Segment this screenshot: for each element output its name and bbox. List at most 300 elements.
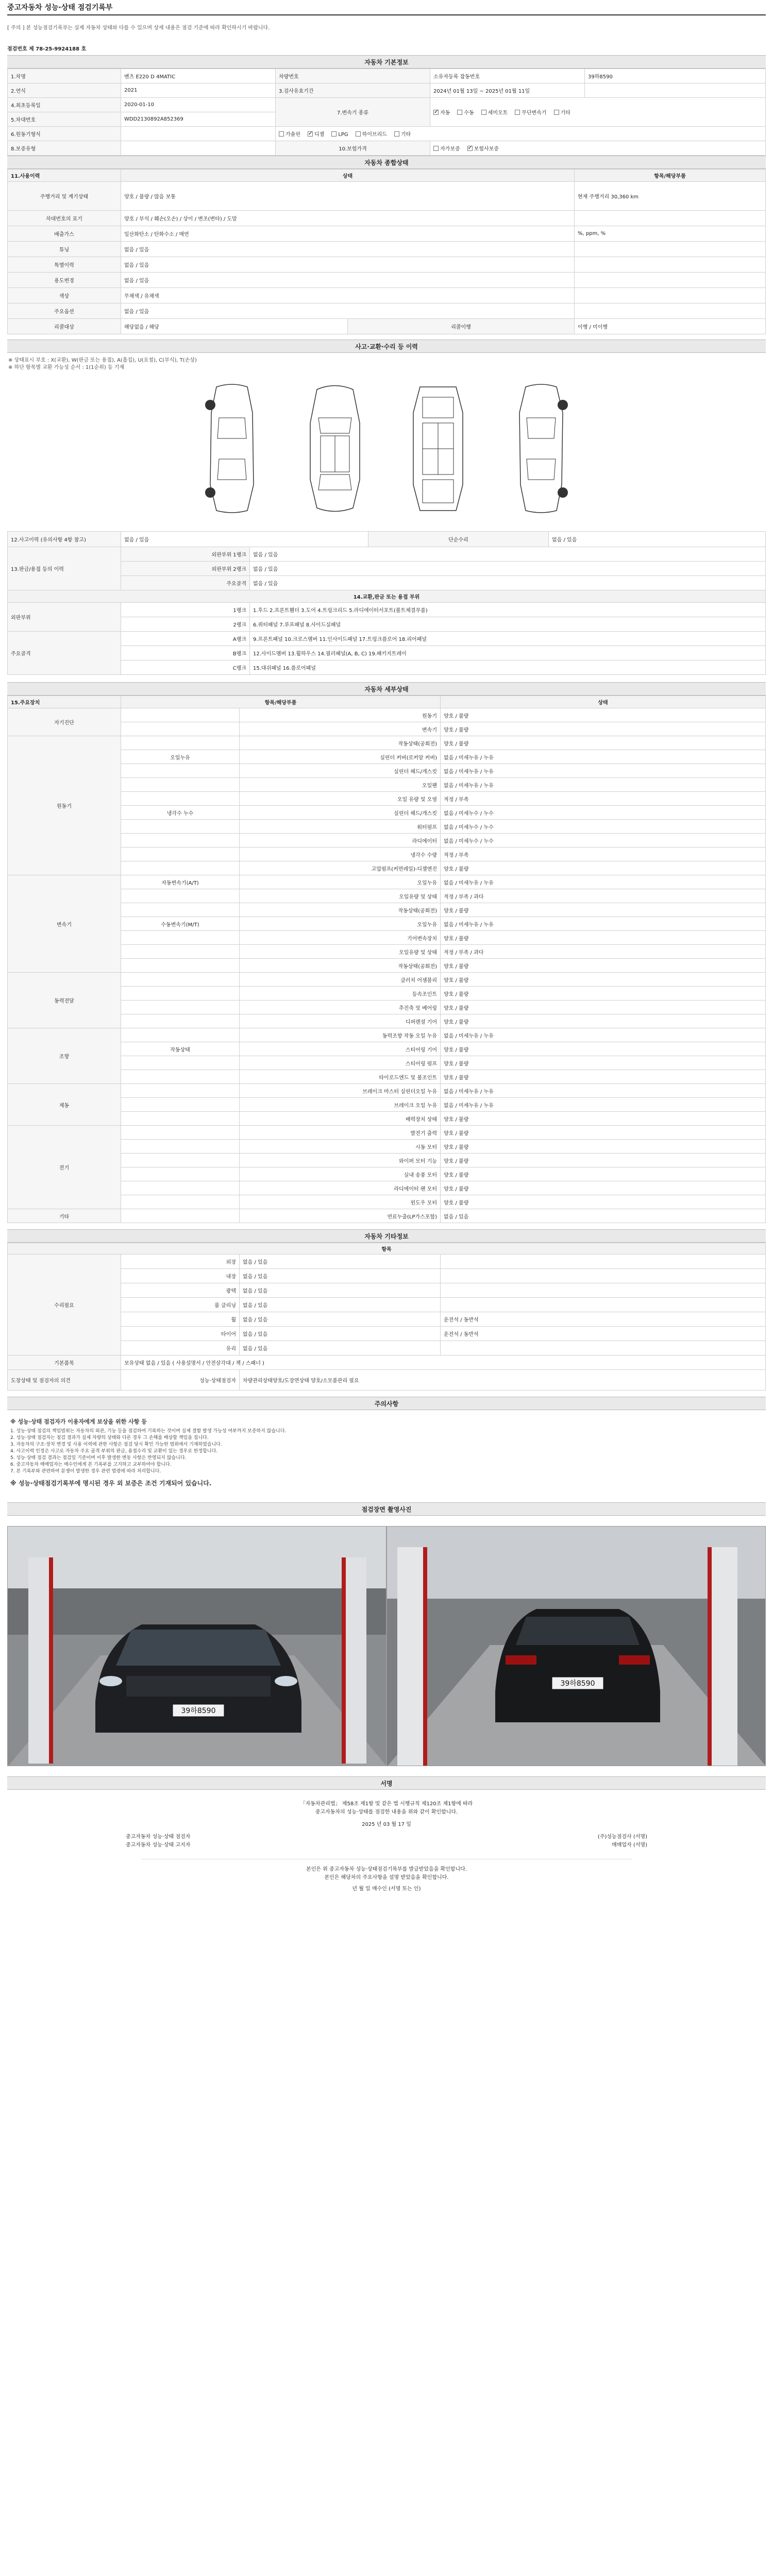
notifier-row [7,1841,766,1850]
notes-box [7,1410,766,1492]
detail-state: 없음 / 미세누수 / 누수 [441,820,766,834]
option-label: 세미오토 [488,110,508,116]
detail-row [8,750,766,764]
detail-row [8,959,766,973]
overall-label: 차대번호의 표기 [8,211,121,226]
detail-sub [121,889,240,903]
detail-item: 오일 유량 및 오염 [240,792,441,806]
option-label: 가솔린 [285,132,300,138]
detail-row [8,889,766,903]
detail-item: 브레이크 오일 누유 [240,1098,441,1112]
basic-label: 1.차명 [8,69,121,83]
etc-group: 수리필요 [8,1255,121,1355]
fuel-option[interactable] [356,130,387,138]
detail-sub [121,1126,240,1140]
transmission-options [430,98,766,127]
detail-state: 양호 / 불량 [441,708,766,722]
notes-head: ※ 성능·상태 점검자가 이용자에게 보상을 위한 사항 등 [10,1418,147,1425]
overall-extra [575,257,766,273]
mileage-value: 30,360 km [611,194,639,200]
section-notes: 주의사항 [7,1397,766,1410]
notifier-value: 매매업자 (서명) [612,1842,647,1848]
overall-extra [575,226,766,242]
detail-item: 시동 모터 [240,1140,441,1154]
detail-sub [121,708,240,722]
detail-sub [121,1167,240,1181]
detail-row [8,834,766,848]
detail-item: 윈도우 모터 [240,1195,441,1209]
warranty-option[interactable] [433,144,460,152]
etc-row [8,1298,766,1312]
etc-opinion-row [8,1370,766,1391]
etc-state: 없음 / 있음 [240,1341,441,1355]
detail-row [8,987,766,1001]
checkbox[interactable] [308,131,313,137]
detail-item: 실린더 헤드/개스킷 [240,764,441,778]
detail-state: 없음 / 미세누유 / 누유 [441,875,766,889]
notes-line: 3. 자동차의 구조·장치 변경 및 사용 이력에 관한 사항은 점검 당시 확인 가능한 범위에서 기재하였습니다. [10,1442,222,1447]
fuel-option[interactable] [394,130,411,138]
basic-label2: 10.보험가격 [276,141,430,156]
basic-label2: 차량번호 [276,69,430,83]
detail-item: 브레이크 마스터 실린더오일 누유 [240,1084,441,1098]
rank-label-3: 주요골격 [121,576,250,590]
transmission-option[interactable] [554,108,570,116]
car-right-side-diagram [505,382,577,516]
rank-name: B랭크 [121,646,250,660]
option-label: 하이브리드 [362,132,387,138]
rank-items: 6.쿼터패널 7.루프패널 8.사이드실패널 [250,617,766,632]
detail-state: 없음 / 미세누유 / 누유 [441,778,766,792]
overall-row [8,182,766,211]
warranty-option[interactable] [467,144,499,152]
etc-row [8,1283,766,1298]
section-photos: 점검장면 촬영사진 [7,1502,766,1516]
receiver-fields: 년 월 일 매수인 (서명 또는 인) [352,1886,421,1892]
detail-item: 고압펌프(커먼레일)-디젤엔진 [240,861,441,875]
overall-label: 용도변경 [8,273,121,288]
accident-legend [7,353,766,371]
detail-item: 발전기 출력 [240,1126,441,1140]
detail-row [8,1042,766,1056]
checkbox[interactable] [457,110,462,115]
option-label: 수동 [464,110,474,116]
basic-label: 6.원동기형식 [8,127,121,141]
inspection-photo-front [7,1526,386,1766]
detail-item: 연료누출(LP가스포함) [240,1209,441,1223]
detail-item: 스티어링 기어 [240,1042,441,1056]
detail-sub [121,959,240,973]
rank-items: 12.사이드멤버 13.휠하우스 14.필러패널(A, B, C) 19.패키지트레이 [250,646,766,660]
option-label: 무단변속기 [522,110,547,116]
detail-state: 양호 / 불량 [441,1056,766,1070]
transmission-option[interactable] [481,108,508,116]
fuel-option[interactable] [279,130,300,138]
detail-row [8,764,766,778]
detail-row [8,1028,766,1042]
detail-sub [121,1070,240,1084]
fuel-option[interactable] [331,131,348,138]
detail-item: 등속조인트 [240,987,441,1001]
notes-line: 2. 성능·상태 점검자는 점검 결과가 실제 차량의 상태와 다른 경우 그 손해를 배상할 책임을 집니다. [10,1435,209,1440]
etc-item: 휠 [121,1312,240,1327]
car-frame-diagram [402,382,474,516]
rank-name: A랭크 [121,632,250,646]
etc-item: 타이어 [121,1327,240,1341]
notifier-label: 중고자동차 성능·상태 고지자 [126,1842,191,1848]
detail-item: 오일누유 [240,917,441,931]
overall-label: 배출가스 [8,226,121,242]
detail-row [8,1056,766,1070]
rank-row [8,617,766,632]
overall-head-usage: 11.사용이력 [8,170,121,182]
overall-label: 리콜대상 [8,319,121,334]
overall-head-state: 상태 [121,170,575,182]
detail-state: 없음 / 미세누유 / 누유 [441,764,766,778]
rank-items: 15.대쉬패널 16.플로어패널 [250,660,766,675]
overall-extra [575,288,766,303]
detail-row [8,903,766,917]
detail-sub [121,861,240,875]
opinion-value: 차량관리상태양호/도장면상태 양호/소모품관리 필요 [240,1370,766,1391]
detail-state: 없음 / 있음 [441,1209,766,1223]
detail-sub [121,987,240,1001]
detail-item: 실린더 헤드/개스킷 [240,806,441,820]
detail-sub [121,1028,240,1042]
basic-label2: 3.검사유효기간 [276,83,430,98]
checkbox[interactable] [433,146,439,151]
detail-state: 양호 / 불량 [441,931,766,945]
frame-label: 주요골격 [8,632,121,675]
detail-item: 와이퍼 모터 기능 [240,1154,441,1167]
detail-item: 라디에이터 [240,834,441,848]
etc-state: 없음 / 있음 [240,1283,441,1298]
etc-extra [441,1269,766,1283]
transmission-option[interactable] [515,108,546,116]
option-label: 보험사보증 [474,146,499,152]
transmission-option[interactable] [433,108,450,116]
overall-label: 색상 [8,288,121,303]
detail-row [8,792,766,806]
detail-state: 없음 / 미세누유 / 누유 [441,1084,766,1098]
detail-item: 타이로드엔드 및 볼조인트 [240,1070,441,1084]
plate-text-front: 39하8590 [181,1707,216,1715]
overall-state: 양호 / 부식 / 훼손(오손) / 상이 / 변조(변타) / 도말 [121,211,575,226]
detail-state: 양호 / 불량 [441,861,766,875]
overall-state: 없음 / 있음 [121,257,575,273]
fuel-option[interactable] [308,130,324,138]
overall-extra [575,242,766,257]
detail-sub: 자동변속기(A/T) [121,875,240,889]
detail-row [8,1014,766,1028]
overall-state: 없음 / 있음 [121,303,575,319]
detail-group: 제동 [8,1084,121,1126]
etc-row [8,1327,766,1341]
detail-group: 동력전달 [8,973,121,1028]
option-label: LPG [338,132,348,138]
detail-row [8,820,766,834]
detail-sub [121,792,240,806]
detail-state: 양호 / 불량 [441,722,766,736]
outer-label: 외판부위 [8,603,121,632]
accident-history-value: 없음 / 있음 [121,532,368,547]
option-label: 기타 [400,132,411,138]
etc-extra [441,1341,766,1355]
etc-row [8,1312,766,1327]
overall-state: 일산화탄소 / 탄화수소 / 매연 [121,226,575,242]
etc-item: 광택 [121,1283,240,1298]
overall-label: 주요옵션 [8,303,121,319]
detail-item: 동력조향 작동 오일 누유 [240,1028,441,1042]
detail-state: 없음 / 미세누수 / 누수 [441,834,766,848]
checkbox[interactable] [279,131,284,137]
detail-state: 양호 / 불량 [441,1181,766,1195]
detail-state: 적정 / 부족 / 과다 [441,945,766,959]
detail-state: 양호 / 불량 [441,973,766,987]
section-overall: 자동차 종합상태 [7,156,766,169]
detail-sub: 오일누유 [121,750,240,764]
detail-state: 없음 / 미세누수 / 누수 [441,806,766,820]
overall-state: 없음 / 있음 [121,242,575,257]
overall-label: 튜닝 [8,242,121,257]
notes-line: 7. 본 기록부와 관련하여 분쟁이 발생한 경우 관련 법령에 따라 처리합니다. [10,1469,161,1474]
rank-label-2: 외판부위 2랭크 [121,562,250,576]
detail-sub [121,903,240,917]
detail-state: 양호 / 불량 [441,1014,766,1028]
overall-extra [575,303,766,319]
overall-state: 해당없음 / 해당 [121,319,348,334]
detail-row [8,1140,766,1154]
sign-line-2: 중고자동차의 성능·상태를 점검한 내용을 위와 같이 확인합니다. [315,1809,458,1815]
detail-item: 워터펌프 [240,820,441,834]
rank-label-1: 외판부위 1랭크 [121,547,250,562]
notes-line: 4. 사고이력 인정은 사고로 자동차 주요 골격 부위의 판금, 용접수리 및 교환이 있는 경우로 한정합니다. [10,1449,218,1454]
accident-history-label: 12.사고이력 (유의사항 4항 참고) [8,532,121,547]
detail-row [8,973,766,987]
basic-value: WDD2130892A852369 [121,112,276,127]
detail-row [8,1112,766,1126]
overall-extra [575,273,766,288]
detail-item: 냉각수 수량 [240,848,441,861]
transmission-option[interactable] [457,108,474,116]
detail-state: 양호 / 불량 [441,1112,766,1126]
detail-sub [121,945,240,959]
checkbox[interactable] [481,110,486,115]
detail-state: 양호 / 불량 [441,1126,766,1140]
detail-sub [121,834,240,848]
detail-state: 양호 / 불량 [441,903,766,917]
document-title: 중고자동차 성능·상태 점검기록부 [7,0,766,15]
rank-name: 1랭크 [121,603,250,617]
basic-label: 2.연식 [8,83,121,98]
overall-head-item: 항목/해당부품 [575,170,766,182]
rank-row [8,603,766,617]
basic-label: 5.차대번호 [8,112,121,127]
detail-state: 양호 / 불량 [441,1001,766,1014]
etc-state: 없음 / 있음 [240,1312,441,1327]
detail-item: 변속기 [240,722,441,736]
receiver-line-2: 본인은 해당차의 주요사항을 설명 받았음을 확인합니다. [324,1875,449,1880]
overall-row [8,288,766,303]
overall-row [8,303,766,319]
mileage-label: 현재 주행거리 [578,194,610,200]
car-left-side-diagram [196,382,268,516]
detail-state: 양호 / 불량 [441,1070,766,1084]
simple-repair-label: 단순수리 [368,532,549,547]
car-top-diagram [299,382,371,516]
detail-row [8,1001,766,1014]
overall-state: 양호 / 불량 / 많음 보통 [121,182,575,211]
detail-row [8,806,766,820]
detail-sub [121,820,240,834]
detail-table [7,696,766,1223]
overall-row [8,226,766,242]
detail-sub [121,1181,240,1195]
etc-state: 없음 / 있음 [240,1269,441,1283]
detail-sub [121,736,240,750]
detail-head-device: 15.주요장치 [8,696,121,708]
etc-extra [441,1283,766,1298]
detail-row [8,861,766,875]
basic-value2: 소유자등록 잡동번호 [430,69,585,83]
detail-row [8,1154,766,1167]
detail-row [8,722,766,736]
detail-sub [121,1098,240,1112]
overall-label: 특별이력 [8,257,121,273]
inspection-photo-rear [386,1526,766,1766]
emission-unit: %, ppm, % [578,231,606,236]
overall-row [8,319,766,334]
option-label: 디젤 [314,132,325,138]
detail-head-item: 항목/해당부품 [121,696,441,708]
etc-extra: 운전석 / 동반석 [441,1327,766,1341]
detail-state: 없음 / 미세누유 / 누유 [441,1098,766,1112]
detail-item: 배력장치 상태 [240,1112,441,1126]
checkbox[interactable] [515,110,520,115]
basic-row [8,83,766,98]
detail-item: 원동기 [240,708,441,722]
basic-row [8,69,766,83]
rank-row [8,646,766,660]
detail-group: 기타 [8,1209,121,1223]
detail-sub [121,778,240,792]
detail-sub [121,1209,240,1223]
rank-items: 9.프론트패널 10.크로스멤버 11.인사이드패널 17.트렁크플로어 18.리어패널 [250,632,766,646]
etc-head: 항목 [8,1243,766,1255]
overall-label2: 리콜이행 [348,319,575,334]
exchange-parts-head: 14.교환,판금 또는 용접 부위 [8,590,766,603]
detail-row [8,1070,766,1084]
detail-sub [121,1084,240,1098]
plate-text-rear: 39하8590 [560,1680,595,1688]
detail-sub [121,1056,240,1070]
warranty-options [430,141,766,156]
basic-row [8,141,766,156]
etc-extra [441,1298,766,1312]
detail-group: 원동기 [8,736,121,875]
etc-item: 룸 클리닝 [121,1298,240,1312]
detail-row [8,778,766,792]
detail-state: 양호 / 불량 [441,1042,766,1056]
option-label: 자동 [440,110,450,116]
overall-state: 없음 / 있음 [121,273,575,288]
checkbox[interactable] [356,131,361,137]
detail-sub [121,973,240,987]
overall-row [8,273,766,288]
detail-state: 없음 / 미세누유 / 누유 [441,917,766,931]
etc-row [8,1255,766,1269]
panel-weld-label: 13.판금/용접 등의 이력 [8,547,121,590]
detail-row [8,848,766,861]
rank-row [8,632,766,646]
detail-group: 변속기 [8,875,121,973]
overall-extra [575,211,766,226]
overall-label: 주행거리 및 계기상태 [8,182,121,211]
basic-value: 벤츠 E220 D 4MATIC [121,69,276,83]
notes-line: 1. 성능·상태 점검의 책임범위는 자동차의 외관, 기능 등을 점검하여 기록하는 것이며 실제 결함 발생 가능성 여부까지 보증하지 않습니다. [10,1429,287,1434]
receiver-block [141,1859,632,1893]
detail-group: 전기 [8,1126,121,1209]
overall-row [8,211,766,226]
checker-row [7,1833,766,1841]
detail-row [8,1084,766,1098]
notes-foot: ※ 성능·상태점검기록부에 명시된 경우 외 보증은 조건 기재되어 있습니다. [10,1480,212,1487]
detail-row [8,917,766,931]
checkbox[interactable] [467,146,473,151]
opinion-sub: 성능·상태점검자 [121,1370,240,1391]
detail-state: 양호 / 불량 [441,987,766,1001]
detail-state: 없음 / 미세누유 / 누유 [441,1028,766,1042]
section-basic-info: 자동차 기본정보 [7,55,766,69]
detail-item: 추진축 및 베어링 [240,1001,441,1014]
basic-value3 [585,83,766,98]
detail-sub [121,1014,240,1028]
option-label: 기타 [560,110,570,116]
overall-row [8,242,766,257]
detail-row [8,945,766,959]
etc-extra [441,1255,766,1269]
car-diagram [7,371,766,526]
detail-state: 양호 / 불량 [441,736,766,750]
section-detail: 자동차 세부상태 [7,682,766,696]
etc-row [8,1341,766,1355]
etc-row [8,1269,766,1283]
basic-label: 4.최초등록일 [8,98,121,112]
sign-block [7,1800,766,1893]
detail-head-state: 상태 [441,696,766,708]
overall-state2: 이행 / 미이행 [575,319,766,334]
checkbox[interactable] [331,131,337,137]
checkbox[interactable] [554,110,559,115]
receiver-line-1: 본인은 위 중고자동차 성능·상태점검기록부를 발급받았음을 확인합니다. [306,1867,467,1872]
opinion-label: 도장상태 및 점검자의 의견 [8,1370,121,1391]
checkbox[interactable] [433,110,439,115]
etc-extra: 운전석 / 동반석 [441,1312,766,1327]
detail-state: 양호 / 불량 [441,1154,766,1167]
notes-line: 6. 중고자동차 매매업자는 매수인에게 본 기록부를 고지하고 교부하여야 합니다. [10,1462,172,1467]
accident-table [7,531,766,675]
detail-item: 오일유량 및 상태 [240,945,441,959]
basic-value: 2021 [121,83,276,98]
photos-row [7,1526,766,1766]
overall-table [7,169,766,334]
checkbox[interactable] [394,131,399,137]
detail-item: 디퍼렌셜 기어 [240,1014,441,1028]
rank-value-1: 없음 / 있음 [250,547,766,562]
detail-row [8,708,766,722]
overall-extra [575,182,766,211]
sign-date: 2025 년 03 월 17 일 [362,1822,411,1827]
